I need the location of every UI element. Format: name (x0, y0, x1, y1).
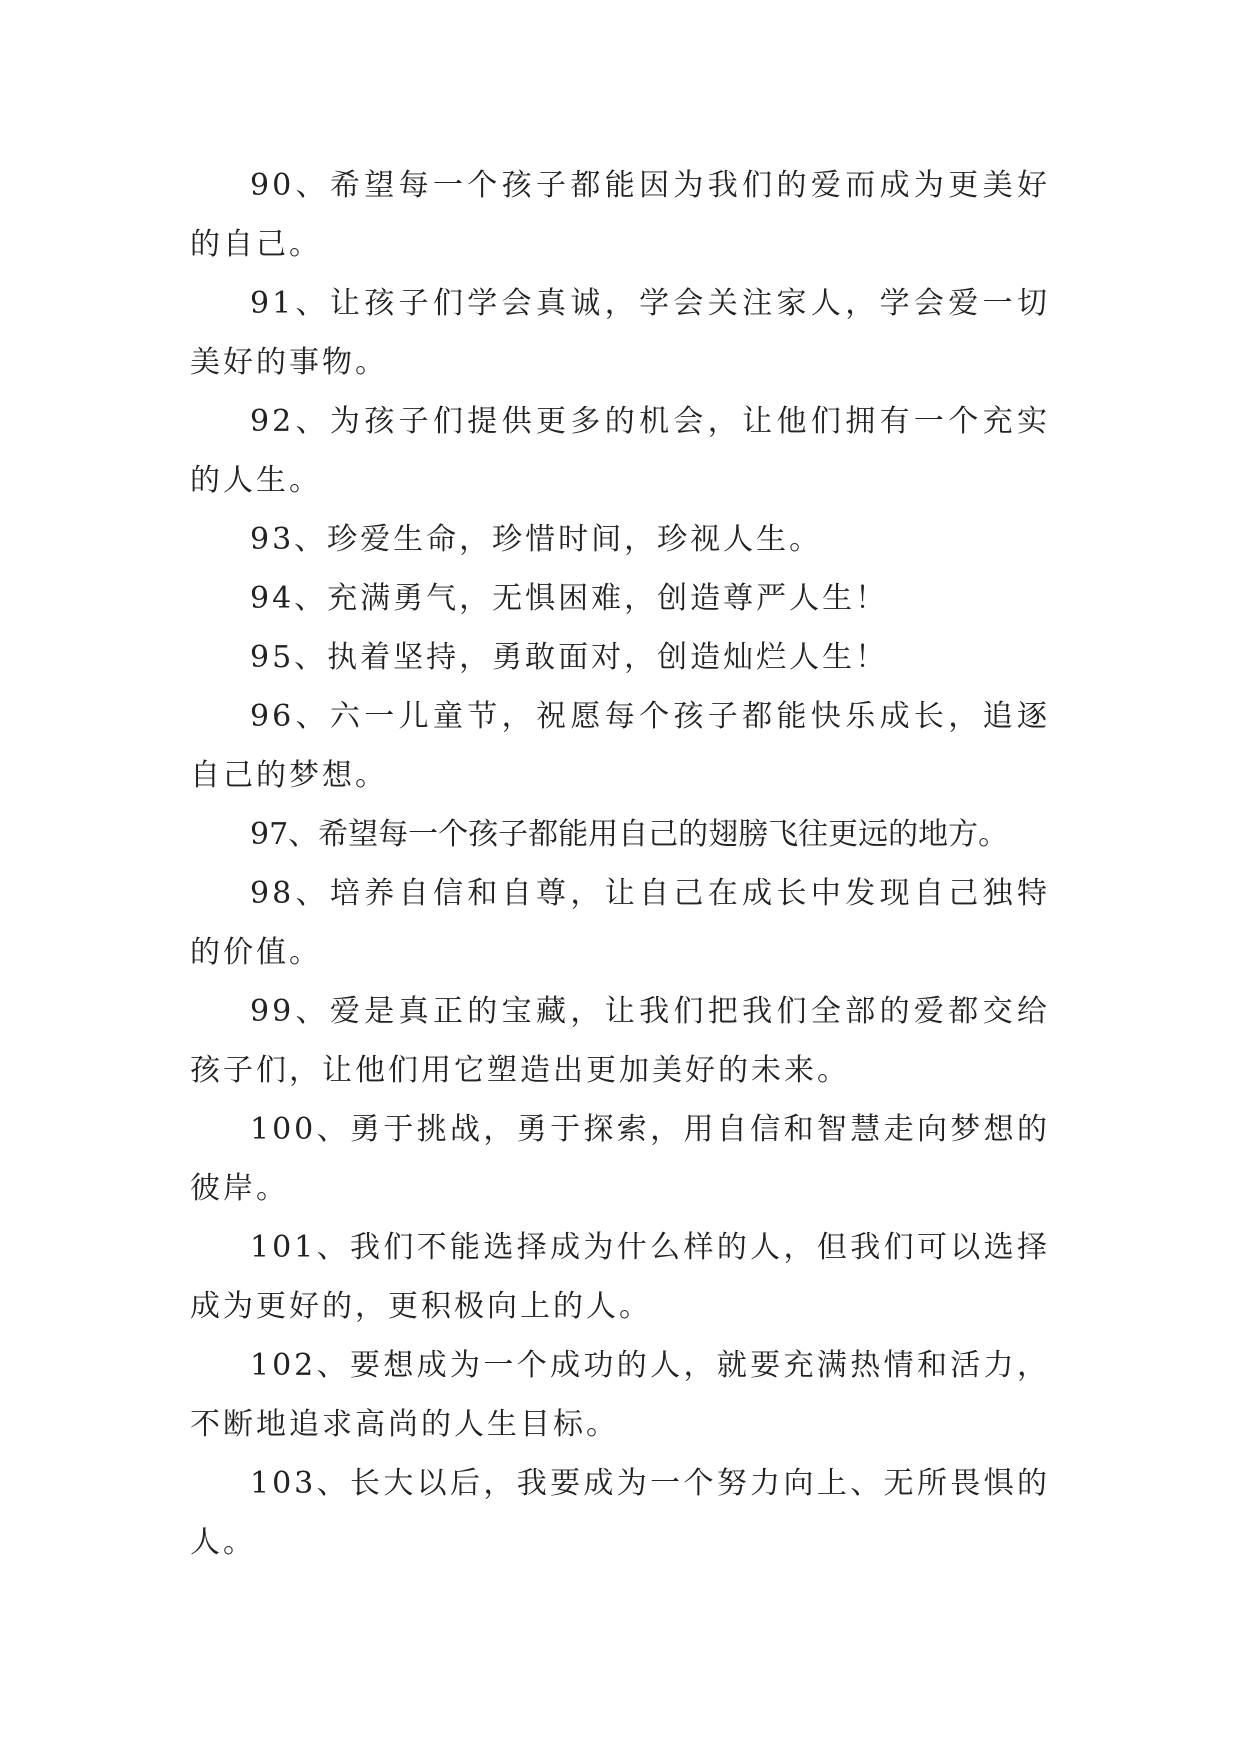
paragraph-101: 101、我们不能选择成为什么样的人，但我们可以选择成为更好的，更积极向上的人。 (190, 1230, 1050, 1324)
paragraph-100: 100、勇于挑战，勇于探索，用自信和智慧走向梦想的彼岸。 (190, 1112, 1050, 1206)
paragraph-92: 92、为孩子们提供更多的机会，让他们拥有一个充实的人生。 (190, 404, 1050, 498)
paragraph-99: 99、爱是真正的宝藏，让我们把我们全部的爱都交给孩子们，让他们用它塑造出更加美好的未来。 (190, 994, 1050, 1088)
paragraph-97: 97、希望每一个孩子都能用自己的翅膀飞往更远的地方。 (250, 817, 1009, 852)
paragraph-102: 102、要想成为一个成功的人，就要充满热情和活力，不断地追求高尚的人生目标。 (190, 1348, 1050, 1442)
paragraph-93: 93、珍爱生命，珍惜时间，珍视人生。 (250, 522, 823, 557)
document-body (190, 156, 1050, 1572)
paragraph-98: 98、培养自信和自尊，让自己在成长中发现自己独特的价值。 (190, 876, 1050, 970)
paragraph-90: 90、希望每一个孩子都能因为我们的爱而成为更美好的自己。 (190, 168, 1050, 262)
paragraph-96: 96、六一儿童节，祝愿每个孩子都能快乐成长，追逐自己的梦想。 (190, 699, 1050, 793)
paragraph-91: 91、让孩子们学会真诚，学会关注家人，学会爱一切美好的事物。 (190, 286, 1050, 380)
paragraph-94: 94、充满勇气，无惧困难，创造尊严人生！ (250, 581, 889, 616)
paragraph-103: 103、长大以后，我要成为一个努力向上、无所畏惧的人。 (190, 1466, 1050, 1560)
paragraph-95: 95、执着坚持，勇敢面对，创造灿烂人生！ (250, 640, 889, 675)
